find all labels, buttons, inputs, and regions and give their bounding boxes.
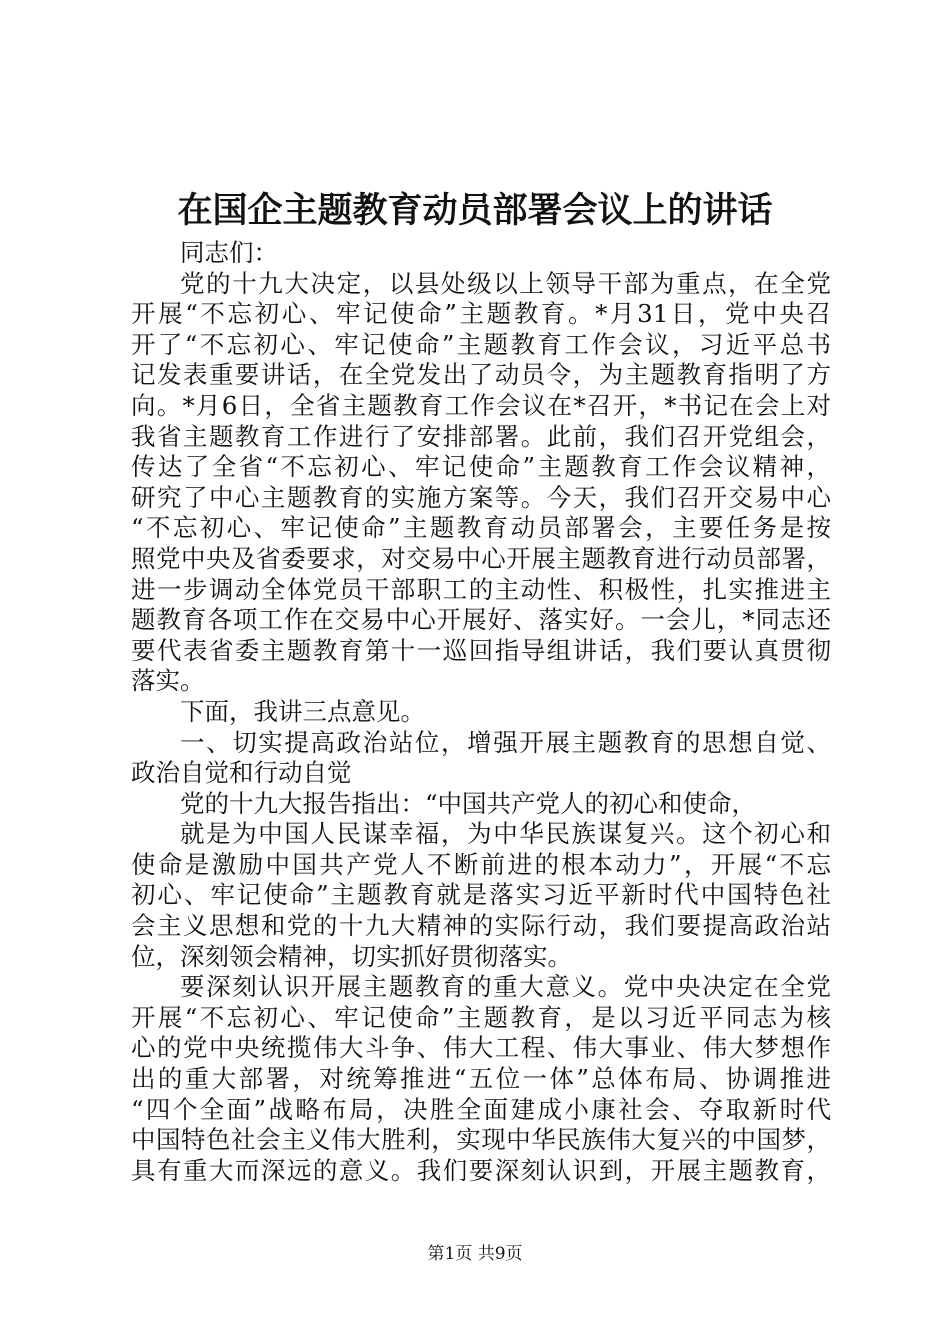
text-line: 我省主题教育工作进行了安排部署。此前，我们召开党组会， (131, 421, 831, 451)
text-line: 开了“不忘初心、牢记使命”主题教育工作会议，习近平总书 (131, 329, 831, 359)
text-line: “不忘初心、牢记使命”主题教育动员部署会，主要任务是按 (131, 513, 831, 543)
document-title: 在国企主题教育动员部署会议上的讲话 (177, 190, 773, 231)
text-line: 就是为中国人民谋幸福，为中华民族谋复兴。这个初心和 (180, 819, 831, 849)
text-line: 题教育各项工作在交易中心开展好、落实好。一会儿，*同志还 (131, 605, 831, 635)
text-line: 下面，我讲三点意见。 (180, 696, 425, 726)
text-line: 要深刻认识开展主题教育的重大意义。党中央决定在全党 (180, 972, 831, 1002)
text-line: 记发表重要讲话，在全党发出了动员令，为主题教育指明了方 (131, 360, 831, 390)
text-line: 要代表省委主题教育第十一巡回指导组讲话，我们要认真贯彻 (131, 635, 831, 665)
text-line: 向。*月6日，全省主题教育工作会议在*召开，*书记在会上对 (131, 390, 831, 420)
text-line: 开展“不忘初心、牢记使命”主题教育。*月31日，党中央召 (131, 299, 831, 329)
text-line: 具有重大而深远的意义。我们要深刻认识到，开展主题教育， (131, 1155, 831, 1185)
text-line: 进一步调动全体党员干部职工的主动性、积极性，扎实推进主 (131, 574, 831, 604)
text-line: 同志们： (180, 238, 278, 267)
text-line: 使命是激励中国共产党人不断前进的根本动力”，开展“不忘 (131, 849, 831, 879)
text-line: 照党中央及省委要求，对交易中心开展主题教育进行动员部署， (131, 543, 831, 573)
text-line: 出的重大部署，对统筹推进“五位一体”总体布局、协调推进 (131, 1064, 831, 1094)
text-line: 研究了中心主题教育的实施方案等。今天，我们召开交易中心 (131, 482, 831, 512)
text-line: 政治自觉和行动自觉 (131, 758, 352, 788)
text-line: 心的党中央统揽伟大斗争、伟大工程、伟大事业、伟大梦想作 (131, 1033, 831, 1063)
text-line: 初心、牢记使命”主题教育就是落实习近平新时代中国特色社 (131, 880, 831, 910)
text-line: 党的十九大决定，以县处级以上领导干部为重点，在全党 (180, 268, 831, 298)
text-line: 落实。 (131, 666, 205, 696)
text-line: 会主义思想和党的十九大精神的实际行动，我们要提高政治站 (131, 911, 831, 941)
page-number-footer: 第1页 共9页 (427, 1244, 523, 1264)
text-line: 中国特色社会主义伟大胜利，实现中华民族伟大复兴的中国梦， (131, 1125, 831, 1155)
text-line: 传达了全省“不忘初心、牢记使命”主题教育工作会议精神， (131, 452, 831, 482)
text-line: “四个全面”战略布局，决胜全面建成小康社会、夺取新时代 (131, 1094, 831, 1124)
text-line: 开展“不忘初心、牢记使命”主题教育，是以习近平同志为核 (131, 1002, 831, 1032)
text-line: 党的十九大报告指出：“中国共产党人的初心和使命， (180, 788, 757, 818)
text-line: 位，深刻领会精神，切实抓好贯彻落实。 (131, 941, 572, 971)
document-body (131, 238, 831, 1186)
text-line: 一、切实提高政治站位，增强开展主题教育的思想自觉、 (180, 727, 831, 757)
